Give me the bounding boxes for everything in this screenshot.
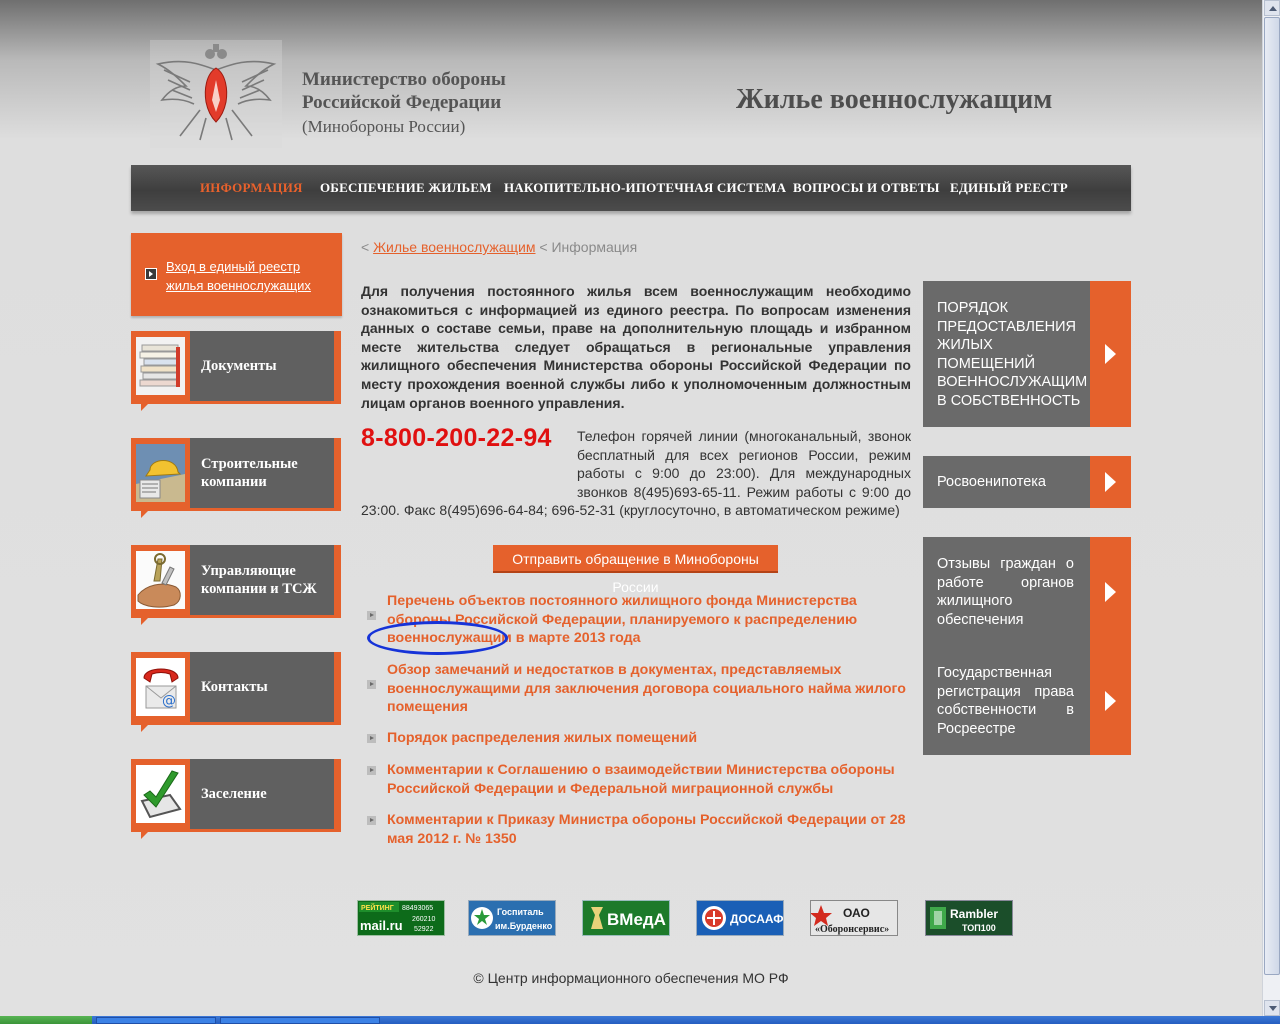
send-appeal-button[interactable]: Отправить обращение в Минобороны России [493, 545, 778, 573]
scrollbar-thumb[interactable] [1264, 17, 1280, 975]
ministry-name-short: (Минобороны России) [302, 117, 466, 136]
arrow-bullet-icon [367, 766, 376, 775]
nav-item-information[interactable]: ИНФОРМАЦИЯ [200, 180, 303, 195]
arrow-bullet-icon [367, 680, 376, 689]
construction-icon [136, 444, 185, 502]
footer-copyright: © Центр информационного обеспечения МО РФ [473, 970, 789, 986]
sidebar-item-documents[interactable] [131, 331, 341, 401]
rambler-top100: ТОП100 [962, 923, 996, 933]
oboronservis-line1: ОАО [843, 906, 870, 920]
sidebar-item-label: Заселение [201, 786, 267, 802]
taskbar [0, 1016, 1280, 1024]
vmeda-label: ВМедА [607, 910, 666, 929]
oboronservis-banner[interactable] [810, 900, 898, 936]
breadcrumb-separator: < [539, 239, 548, 255]
documents-icon [136, 337, 185, 395]
news-link[interactable]: Комментарии к Приказу Министра обороны Российской Федерации от 28 мая 2012 г. № 1350 [387, 812, 906, 847]
sidebar-item-construction-companies[interactable] [131, 438, 341, 508]
breadcrumb-current: Информация [551, 239, 638, 255]
arrow-right-icon [1090, 537, 1131, 646]
news-link[interactable]: Порядок распределения жилых помещений [387, 730, 698, 746]
burdenko-line1: Госпиталь [497, 907, 544, 917]
phone-icon [136, 658, 185, 716]
nav-item-registry[interactable]: ЕДИНЫЙ РЕЕСТР [950, 180, 1068, 195]
arrow-bullet-icon [367, 816, 376, 825]
arrow-bullet-icon [145, 268, 157, 280]
scroll-up-icon[interactable] [1264, 0, 1280, 16]
burdenko-line2: им.Бурденко [495, 921, 553, 931]
start-button[interactable] [0, 1016, 92, 1024]
arrow-right-icon [1090, 281, 1131, 427]
svg-text:@: @ [162, 693, 176, 709]
nav-item-faq[interactable]: ВОПРОСЫ И ОТВЕТЫ [793, 180, 940, 195]
intro-text: Для получения постоянного жилья всем военнослужащим необходимо ознакомиться с информацией из единого реестра. По вопросам изменения данных о составе семьи, праве на дополнительную площадь и избранном месте жительства следует обращаться в региональные управления жилищного обеспечения Министерства обороны Российской Федерации по месту прохождения военной службы либо к уполномоченным должностным лицам органов военного управления. [361, 283, 911, 411]
breadcrumb [361, 239, 637, 255]
ministry-name-line1: Министерство обороны [302, 69, 506, 90]
arrow-bullet-icon [367, 734, 376, 743]
ministry-emblem-icon[interactable] [150, 40, 282, 148]
hotline-text: Телефон горячей линии (многоканальный, звонок бесплатный для всех регионов России, режим работы с 9:00 до 23:00). Для международных звонков 8(495)693-65-11. Режим работы с 9:00 до 23:00. Факс 8(495)696-64-84; 696-52-31 (круглосуточно, в автоматическом режиме) [361, 428, 911, 519]
hotline-phone: 8-800-200-22-94 [361, 424, 552, 452]
annotation-circle [367, 621, 508, 655]
burdenko-hospital-banner[interactable] [468, 900, 556, 936]
mailru-count-3: 52922 [414, 926, 434, 933]
sidebar-item-label: Строительные компании [201, 456, 298, 490]
right-box-label: ПОРЯДОК ПРЕДОСТАВЛЕНИЯ ЖИЛЫХ ПОМЕЩЕНИЙ ВОЕННОСЛУЖАЩИМ В СОБСТВЕННОСТЬ [937, 300, 1088, 409]
rosreestr-registration-link[interactable] [923, 646, 1131, 755]
mailru-count-2: 260210 [412, 916, 436, 923]
checkmark-icon [136, 765, 185, 823]
rambler-logo: Rambler [950, 907, 999, 921]
oboronservis-line2: «Оборонсервис» [815, 924, 890, 935]
sidebar-item-management-companies[interactable] [131, 545, 341, 615]
housing-ownership-link[interactable] [923, 281, 1131, 427]
arrow-right-icon [1090, 456, 1131, 508]
news-link[interactable]: Комментарии к Соглашению о взаимодействии Министерства обороны Российской Федерации и Федеральной миграционной службы [387, 762, 895, 797]
news-link[interactable]: Обзор замечаний и недостатков в документах, представляемых военнослужащими для заключения договора социального найма жилого помещения [387, 662, 906, 716]
sidebar-item-settlement[interactable] [131, 759, 341, 829]
breadcrumb-home-link[interactable]: Жилье военнослужащим [373, 239, 536, 255]
mailru-logo: mail.ru [360, 918, 403, 933]
sidebar-item-contacts[interactable] [131, 652, 341, 722]
registry-login-link[interactable]: Вход в единый реестр жилья военнослужащих [166, 259, 311, 293]
right-box-label: Отзывы граждан о работе органов жилищного обеспечения [937, 556, 1074, 628]
dosaaf-label: ДОСААФ [730, 912, 783, 926]
mailru-rating-label: РЕЙТИНГ [361, 905, 394, 912]
nav-item-mortgage-system[interactable]: НАКОПИТЕЛЬНО-ИПОТЕЧНАЯ СИСТЕМА [504, 180, 787, 195]
sidebar-item-label: Управляющие компании и ТСЖ [201, 563, 317, 597]
news-link[interactable]: Перечень объектов постоянного жилищного фонда Министерства обороны Российской Федерации, планируемого к распределению военнослужащим в марте 2013 года [387, 593, 858, 647]
arrow-bullet-icon [367, 611, 376, 620]
taskbar-item[interactable] [220, 1017, 380, 1024]
mailru-rating-banner[interactable] [357, 900, 445, 936]
ministry-name [302, 68, 506, 140]
main-nav [131, 165, 1131, 211]
breadcrumb-separator: < [361, 239, 370, 255]
ministry-name-line2: Российской Федерации [302, 92, 502, 113]
right-box-label: Росвоенипотека [937, 474, 1046, 490]
rosvoenipoteka-link[interactable] [923, 456, 1131, 508]
vmeda-banner[interactable] [582, 900, 670, 936]
sidebar-item-label: Документы [201, 358, 277, 374]
sidebar-item-label: Контакты [201, 679, 268, 695]
rambler-top100-banner[interactable] [925, 900, 1013, 936]
vertical-scrollbar[interactable] [1262, 0, 1280, 1016]
dosaaf-banner[interactable] [696, 900, 784, 936]
site-title: Жилье военнослужащим [736, 84, 1053, 115]
arrow-right-icon [1090, 646, 1131, 755]
taskbar-item[interactable] [96, 1017, 216, 1024]
scroll-down-icon[interactable] [1264, 1000, 1280, 1016]
keys-icon [136, 551, 185, 609]
right-box-label: Государственная регистрация права собственности в Росреестре [937, 665, 1074, 737]
citizen-feedback-link[interactable] [923, 537, 1131, 646]
mailru-count-1: 88493065 [402, 905, 434, 912]
nav-item-housing[interactable]: ОБЕСПЕЧЕНИЕ ЖИЛЬЕМ [320, 180, 492, 195]
hotline-info [361, 427, 911, 520]
registry-login-box [131, 233, 342, 316]
